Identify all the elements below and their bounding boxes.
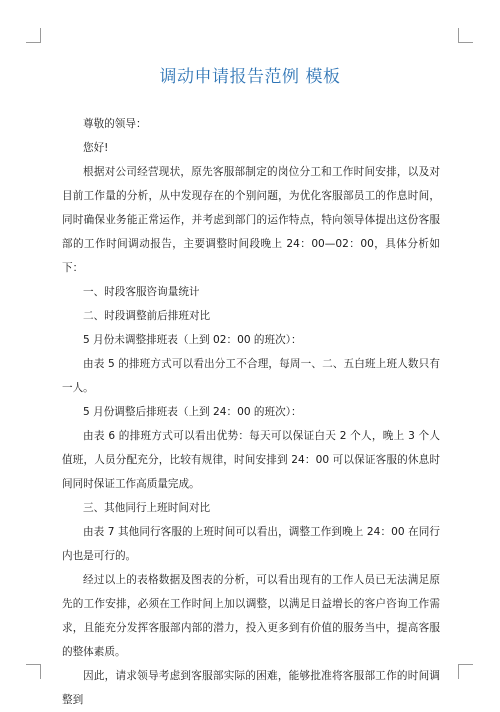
request-paragraph: 因此，请求领导考虑到客服部实际的困难，能够批准将客服部工作的时间调整到	[62, 670, 440, 706]
analysis-paragraph: 经过以上的表格数据及图表的分析，可以看出现有的工作人员已无法满足原先的工作安排，必须在工作时间上加以调整，以满足日益增长的客户咨询工作需求，且能充分发挥客服部内部的潜力，投入更多到有价值的服务当中，提高客服的整体素质。	[62, 574, 440, 658]
intro-paragraph: 根据对公司经营现状，原先客服部制定的岗位分工和工作时间安排，以及对目前工作量的分析，从中发现存在的个别问题，为优化客服部员工的作息时间，同时确保业务能正常运作，并考虑到部门的运作特点，特向领导体提出这份客服部的工作时间调动报告，主要调整时间段晚上 24：00—02：00，具体分析如下：	[62, 166, 440, 274]
section-heading-3: 三、其他同行上班时间对比	[83, 502, 211, 514]
document-title: 调动申请报告范例 模板	[159, 67, 341, 87]
table-caption-5: 5 月份未调整排班表（上到 02：00 的班次）：	[83, 334, 302, 346]
greeting: 您好!	[83, 142, 109, 154]
document-body	[62, 112, 440, 712]
salutation: 尊敬的领导：	[83, 118, 147, 130]
paragraph-table-5: 由表 5 的排班方式可以看出分工不合理，每周一、二、五白班上班人数只有一人。	[62, 358, 440, 394]
crop-mark-top-left	[26, 28, 41, 43]
crop-mark-bottom-left	[26, 664, 41, 679]
table-caption-6: 5 月份调整后排班表（上到 24：00 的班次）：	[83, 406, 302, 418]
crop-mark-bottom-right	[458, 664, 473, 679]
paragraph-table-7: 由表 7 其他同行客服的上班时间可以看出，调整工作到晚上 24：00 在同行内也是可行的。	[62, 526, 440, 562]
paragraph-table-6: 由表 6 的排班方式可以看出优势：每天可以保证白天 2 个人，晚上 3 个人值班，人员分配充分，比较有规律，时间安排到 24：00 可以保证客服的休息时间同时保证工作高质量完成。	[62, 430, 440, 490]
section-heading-2: 二、时段调整前后排班对比	[83, 310, 211, 322]
crop-mark-top-right	[458, 28, 473, 43]
section-heading-1: 一、时段客服咨询量统计	[83, 286, 200, 298]
